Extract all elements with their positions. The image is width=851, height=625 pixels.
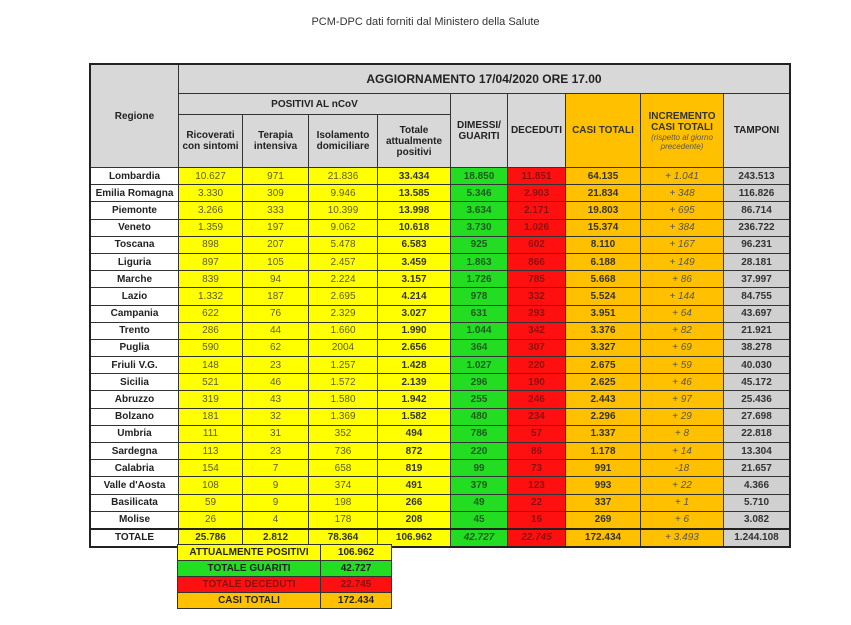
cell-isolamento: 2.329 (309, 305, 378, 322)
cell-dimessi: 220 (451, 443, 508, 460)
cell-tamponi: 37.997 (724, 271, 791, 288)
cell-tamponi: 13.304 (724, 443, 791, 460)
cell-tamponi: 22.818 (724, 425, 791, 442)
incremento-title: INCREMENTO CASI TOTALI (648, 110, 716, 133)
cell-totale-positivi: 6.583 (378, 236, 451, 253)
cell-tamponi: 4.366 (724, 477, 791, 494)
cell-terapia: 207 (243, 236, 309, 253)
cell-incremento: + 6 (641, 511, 724, 529)
cell-dimessi: 1.027 (451, 357, 508, 374)
totale-label: TOTALE (90, 529, 179, 547)
cell-regione: Puglia (90, 339, 179, 356)
cell-tamponi: 96.231 (724, 236, 791, 253)
cell-totale-positivi: 33.434 (378, 168, 451, 185)
cell-tamponi: 3.082 (724, 511, 791, 529)
cell-isolamento: 10.399 (309, 202, 378, 219)
cell-incremento: + 348 (641, 185, 724, 202)
table-row (90, 391, 790, 408)
cell-deceduti: 785 (508, 271, 566, 288)
cell-casi: 993 (566, 477, 641, 494)
col-header-isolamento: Isolamento domiciliare (309, 115, 378, 168)
cell-tamponi: 21.921 (724, 322, 791, 339)
cell-isolamento: 198 (309, 494, 378, 511)
cell-tamponi: 5.710 (724, 494, 791, 511)
table-row (90, 443, 790, 460)
col-header-incremento (641, 94, 724, 168)
cell-incremento: + 384 (641, 219, 724, 236)
cell-casi: 2.296 (566, 408, 641, 425)
cell-casi: 2.443 (566, 391, 641, 408)
cell-terapia: 333 (243, 202, 309, 219)
cell-regione: Toscana (90, 236, 179, 253)
cell-terapia: 23 (243, 357, 309, 374)
cell-totale-positivi: 3.459 (378, 253, 451, 270)
cell-casi: 2.625 (566, 374, 641, 391)
cell-totale-positivi: 819 (378, 460, 451, 477)
cell-casi: 5.668 (566, 271, 641, 288)
cell-ricoverati: 3.330 (179, 185, 243, 202)
cell-regione: Basilicata (90, 494, 179, 511)
cell-regione: Bolzano (90, 408, 179, 425)
cell-incremento: + 59 (641, 357, 724, 374)
update-timestamp: AGGIORNAMENTO 17/04/2020 ORE 17.00 (179, 64, 791, 94)
cell-incremento: + 29 (641, 408, 724, 425)
summary-value: 22.745 (321, 577, 392, 593)
cell-regione: Calabria (90, 460, 179, 477)
cell-terapia: 9 (243, 494, 309, 511)
cell-ricoverati: 148 (179, 357, 243, 374)
summary-row (178, 561, 392, 577)
cell-dimessi: 45 (451, 511, 508, 529)
cell-deceduti: 342 (508, 322, 566, 339)
cell-totale-positivi: 1.990 (378, 322, 451, 339)
cell-totale-positivi: 13.585 (378, 185, 451, 202)
cell-tamponi: 21.657 (724, 460, 791, 477)
cell-ricoverati: 3.266 (179, 202, 243, 219)
cell-isolamento: 21.836 (309, 168, 378, 185)
cell-deceduti: 16 (508, 511, 566, 529)
cell-deceduti: 332 (508, 288, 566, 305)
cell-deceduti: 1.026 (508, 219, 566, 236)
cell-ricoverati: 181 (179, 408, 243, 425)
cell-deceduti: 11.851 (508, 168, 566, 185)
cell-incremento: + 64 (641, 305, 724, 322)
cell-dimessi: 296 (451, 374, 508, 391)
cell-terapia: 7 (243, 460, 309, 477)
cell-ricoverati: 286 (179, 322, 243, 339)
cell-ricoverati: 26 (179, 511, 243, 529)
cell-incremento: + 149 (641, 253, 724, 270)
cell-deceduti: 234 (508, 408, 566, 425)
cell-ricoverati: 521 (179, 374, 243, 391)
cell-deceduti: 307 (508, 339, 566, 356)
cell-deceduti: 866 (508, 253, 566, 270)
cell-regione: Piemonte (90, 202, 179, 219)
cell-tamponi: 43.697 (724, 305, 791, 322)
totale-deceduti: 22.745 (508, 529, 566, 547)
cell-isolamento: 1.572 (309, 374, 378, 391)
cell-terapia: 32 (243, 408, 309, 425)
totale-isolamento: 78.364 (309, 529, 378, 547)
cell-regione: Marche (90, 271, 179, 288)
cell-isolamento: 2.695 (309, 288, 378, 305)
summary-row (178, 577, 392, 593)
cell-dimessi: 1.863 (451, 253, 508, 270)
table-body (90, 168, 790, 529)
cell-tamponi: 40.030 (724, 357, 791, 374)
cell-terapia: 62 (243, 339, 309, 356)
cell-isolamento: 352 (309, 425, 378, 442)
cell-deceduti: 602 (508, 236, 566, 253)
cell-casi: 15.374 (566, 219, 641, 236)
summary-value: 172.434 (321, 593, 392, 609)
cell-incremento: + 8 (641, 425, 724, 442)
cell-deceduti: 293 (508, 305, 566, 322)
cell-incremento: -18 (641, 460, 724, 477)
cell-regione: Friuli V.G. (90, 357, 179, 374)
cell-dimessi: 99 (451, 460, 508, 477)
cell-incremento: + 46 (641, 374, 724, 391)
cell-dimessi: 49 (451, 494, 508, 511)
cell-deceduti: 2.171 (508, 202, 566, 219)
cell-dimessi: 3.730 (451, 219, 508, 236)
cell-dimessi: 379 (451, 477, 508, 494)
cell-deceduti: 86 (508, 443, 566, 460)
cell-incremento: + 167 (641, 236, 724, 253)
cell-dimessi: 1.044 (451, 322, 508, 339)
cell-isolamento: 2.224 (309, 271, 378, 288)
cell-incremento: + 82 (641, 322, 724, 339)
cell-casi: 3.327 (566, 339, 641, 356)
table-row (90, 322, 790, 339)
cell-totale-positivi: 266 (378, 494, 451, 511)
cell-regione: Liguria (90, 253, 179, 270)
incremento-note: (rispetto al giorno precedente) (651, 132, 713, 151)
cell-tamponi: 25.436 (724, 391, 791, 408)
cell-tamponi: 28.181 (724, 253, 791, 270)
cell-totale-positivi: 491 (378, 477, 451, 494)
cell-terapia: 23 (243, 443, 309, 460)
cell-deceduti: 57 (508, 425, 566, 442)
cell-regione: Sicilia (90, 374, 179, 391)
table-row (90, 236, 790, 253)
cell-deceduti: 190 (508, 374, 566, 391)
cell-ricoverati: 154 (179, 460, 243, 477)
summary-value: 106.962 (321, 545, 392, 561)
table-row (90, 357, 790, 374)
cell-regione: Umbria (90, 425, 179, 442)
cell-dimessi: 631 (451, 305, 508, 322)
cell-ricoverati: 1.359 (179, 219, 243, 236)
table-row (90, 219, 790, 236)
totale-incremento: + 3.493 (641, 529, 724, 547)
summary-row (178, 593, 392, 609)
cell-incremento: + 86 (641, 271, 724, 288)
cell-totale-positivi: 872 (378, 443, 451, 460)
table-row (90, 339, 790, 356)
col-header-regione: Regione (90, 64, 179, 168)
covid-regional-table (89, 63, 791, 548)
cell-dimessi: 786 (451, 425, 508, 442)
cell-isolamento: 2004 (309, 339, 378, 356)
cell-ricoverati: 111 (179, 425, 243, 442)
group-header-positivi: POSITIVI AL nCoV (179, 94, 451, 115)
cell-deceduti: 123 (508, 477, 566, 494)
cell-incremento: + 1 (641, 494, 724, 511)
cell-deceduti: 246 (508, 391, 566, 408)
cell-totale-positivi: 208 (378, 511, 451, 529)
cell-ricoverati: 113 (179, 443, 243, 460)
totale-casi: 172.434 (566, 529, 641, 547)
table-row (90, 305, 790, 322)
totale-terapia: 2.812 (243, 529, 309, 547)
table-row (90, 408, 790, 425)
cell-ricoverati: 897 (179, 253, 243, 270)
cell-dimessi: 1.726 (451, 271, 508, 288)
summary-label: CASI TOTALI (178, 593, 321, 609)
cell-dimessi: 18.850 (451, 168, 508, 185)
cell-tamponi: 84.755 (724, 288, 791, 305)
cell-terapia: 46 (243, 374, 309, 391)
cell-regione: Abruzzo (90, 391, 179, 408)
cell-totale-positivi: 10.618 (378, 219, 451, 236)
cell-terapia: 9 (243, 477, 309, 494)
table-row (90, 202, 790, 219)
cell-isolamento: 658 (309, 460, 378, 477)
totale-tamponi: 1.244.108 (724, 529, 791, 547)
cell-ricoverati: 10.627 (179, 168, 243, 185)
cell-terapia: 971 (243, 168, 309, 185)
cell-ricoverati: 622 (179, 305, 243, 322)
table-row (90, 253, 790, 270)
cell-regione: Sardegna (90, 443, 179, 460)
cell-terapia: 94 (243, 271, 309, 288)
cell-dimessi: 925 (451, 236, 508, 253)
cell-totale-positivi: 2.139 (378, 374, 451, 391)
cell-deceduti: 2.903 (508, 185, 566, 202)
cell-totale-positivi: 2.656 (378, 339, 451, 356)
cell-isolamento: 1.369 (309, 408, 378, 425)
cell-totale-positivi: 1.942 (378, 391, 451, 408)
cell-deceduti: 22 (508, 494, 566, 511)
cell-regione: Lazio (90, 288, 179, 305)
cell-tamponi: 27.698 (724, 408, 791, 425)
cell-dimessi: 978 (451, 288, 508, 305)
cell-regione: Trento (90, 322, 179, 339)
cell-casi: 3.376 (566, 322, 641, 339)
cell-casi: 337 (566, 494, 641, 511)
cell-casi: 19.803 (566, 202, 641, 219)
cell-ricoverati: 839 (179, 271, 243, 288)
cell-tamponi: 236.722 (724, 219, 791, 236)
cell-tamponi: 86.714 (724, 202, 791, 219)
cell-ricoverati: 898 (179, 236, 243, 253)
summary-row (178, 545, 392, 561)
cell-regione: Valle d'Aosta (90, 477, 179, 494)
cell-incremento: + 22 (641, 477, 724, 494)
table-row (90, 494, 790, 511)
summary-label: TOTALE GUARITI (178, 561, 321, 577)
cell-isolamento: 736 (309, 443, 378, 460)
cell-tamponi: 116.826 (724, 185, 791, 202)
cell-terapia: 4 (243, 511, 309, 529)
cell-totale-positivi: 3.157 (378, 271, 451, 288)
cell-casi: 21.834 (566, 185, 641, 202)
cell-totale-positivi: 1.428 (378, 357, 451, 374)
cell-dimessi: 480 (451, 408, 508, 425)
cell-ricoverati: 59 (179, 494, 243, 511)
cell-casi: 2.675 (566, 357, 641, 374)
cell-totale-positivi: 494 (378, 425, 451, 442)
cell-casi: 64.135 (566, 168, 641, 185)
table-row (90, 425, 790, 442)
cell-ricoverati: 108 (179, 477, 243, 494)
cell-totale-positivi: 1.582 (378, 408, 451, 425)
cell-isolamento: 9.062 (309, 219, 378, 236)
col-header-dimessi: DIMESSI/ GUARITI (451, 94, 508, 168)
col-header-ricoverati: Ricoverati con sintomi (179, 115, 243, 168)
cell-regione: Emilia Romagna (90, 185, 179, 202)
cell-incremento: + 1.041 (641, 168, 724, 185)
cell-tamponi: 45.172 (724, 374, 791, 391)
cell-totale-positivi: 4.214 (378, 288, 451, 305)
summary-table (177, 544, 392, 609)
cell-tamponi: 38.278 (724, 339, 791, 356)
cell-isolamento: 9.946 (309, 185, 378, 202)
cell-regione: Molise (90, 511, 179, 529)
cell-totale-positivi: 13.998 (378, 202, 451, 219)
cell-dimessi: 5.346 (451, 185, 508, 202)
cell-casi: 269 (566, 511, 641, 529)
cell-isolamento: 374 (309, 477, 378, 494)
table-row (90, 271, 790, 288)
cell-isolamento: 1.257 (309, 357, 378, 374)
cell-casi: 6.188 (566, 253, 641, 270)
table-row (90, 477, 790, 494)
totale-positivi: 106.962 (378, 529, 451, 547)
col-header-totale-positivi: Totale attualmente positivi (378, 115, 451, 168)
cell-terapia: 197 (243, 219, 309, 236)
cell-deceduti: 220 (508, 357, 566, 374)
table-row (90, 374, 790, 391)
cell-incremento: + 14 (641, 443, 724, 460)
cell-incremento: + 144 (641, 288, 724, 305)
table-row (90, 185, 790, 202)
cell-incremento: + 97 (641, 391, 724, 408)
cell-isolamento: 1.580 (309, 391, 378, 408)
cell-terapia: 105 (243, 253, 309, 270)
cell-isolamento: 5.478 (309, 236, 378, 253)
col-header-casi-totali: CASI TOTALI (566, 94, 641, 168)
cell-ricoverati: 590 (179, 339, 243, 356)
summary-label: TOTALE DECEDUTI (178, 577, 321, 593)
cell-casi: 3.951 (566, 305, 641, 322)
cell-tamponi: 243.513 (724, 168, 791, 185)
cell-casi: 991 (566, 460, 641, 477)
cell-casi: 8.110 (566, 236, 641, 253)
cell-terapia: 31 (243, 425, 309, 442)
table-row (90, 460, 790, 477)
page-title: PCM-DPC dati forniti dal Ministero della Salute (311, 16, 540, 28)
summary-label: ATTUALMENTE POSITIVI (178, 545, 321, 561)
cell-terapia: 43 (243, 391, 309, 408)
cell-casi: 1.178 (566, 443, 641, 460)
cell-regione: Lombardia (90, 168, 179, 185)
table-row (90, 511, 790, 529)
table-row (90, 288, 790, 305)
cell-isolamento: 1.660 (309, 322, 378, 339)
cell-terapia: 76 (243, 305, 309, 322)
cell-regione: Veneto (90, 219, 179, 236)
cell-dimessi: 3.634 (451, 202, 508, 219)
cell-casi: 1.337 (566, 425, 641, 442)
cell-deceduti: 73 (508, 460, 566, 477)
col-header-tamponi: TAMPONI (724, 94, 791, 168)
totale-ricoverati: 25.786 (179, 529, 243, 547)
cell-casi: 5.524 (566, 288, 641, 305)
cell-incremento: + 695 (641, 202, 724, 219)
cell-ricoverati: 319 (179, 391, 243, 408)
cell-dimessi: 364 (451, 339, 508, 356)
cell-totale-positivi: 3.027 (378, 305, 451, 322)
col-header-terapia: Terapia intensiva (243, 115, 309, 168)
col-header-deceduti: DECEDUTI (508, 94, 566, 168)
cell-isolamento: 2.457 (309, 253, 378, 270)
cell-terapia: 309 (243, 185, 309, 202)
cell-dimessi: 255 (451, 391, 508, 408)
cell-terapia: 44 (243, 322, 309, 339)
cell-regione: Campania (90, 305, 179, 322)
totale-dimessi: 42.727 (451, 529, 508, 547)
cell-terapia: 187 (243, 288, 309, 305)
cell-ricoverati: 1.332 (179, 288, 243, 305)
cell-isolamento: 178 (309, 511, 378, 529)
summary-value: 42.727 (321, 561, 392, 577)
table-row (90, 168, 790, 185)
cell-incremento: + 69 (641, 339, 724, 356)
